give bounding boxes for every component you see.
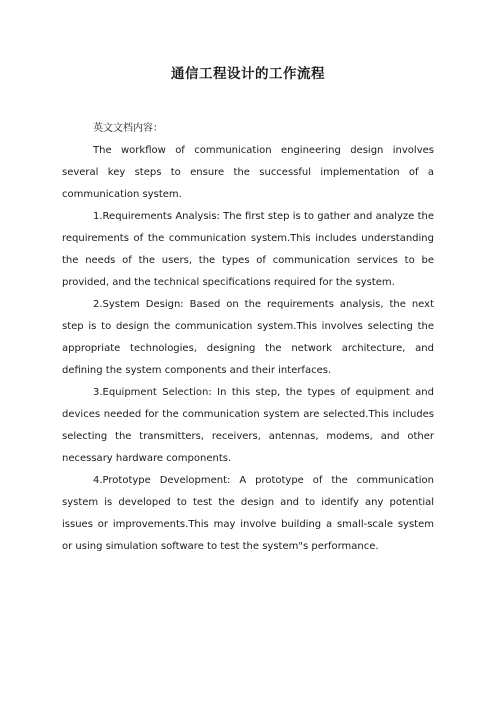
equipment-selection-paragraph: 3.Equipment Selection: In this step, the types of equipment and devices needed for the communication system are selected.This includes selecting the transmitters, receivers, antennas, modems, and other necessary hardware components. [62,387,434,464]
system-design-paragraph: 2.System Design: Based on the requirements analysis, the next step is to design the communication system.This involves selecting the appropriate technologies, designing the network architecture, and defining the system components and their interfaces. [62,299,434,376]
requirements-analysis-paragraph: 1.Requirements Analysis: The first step is to gather and analyze the requirements of the communication system.This includes understanding the needs of the users, the types of communication services to be provided, and the technical specifications required for the system. [62,211,434,288]
document-title: 通信工程设计的工作流程 [171,66,325,82]
prototype-development-paragraph: 4.Prototype Development: A prototype of the communication system is developed to test the design and to identify any potential issues or improvements.This may involve building a small-scale system or using simulation software to test the system"s performance. [62,475,434,552]
section-label: 英文文档内容： [93,123,163,134]
intro-paragraph: The workflow of communication engineering design involves several key steps to ensure the successful implementation of a communication system. [62,145,434,200]
